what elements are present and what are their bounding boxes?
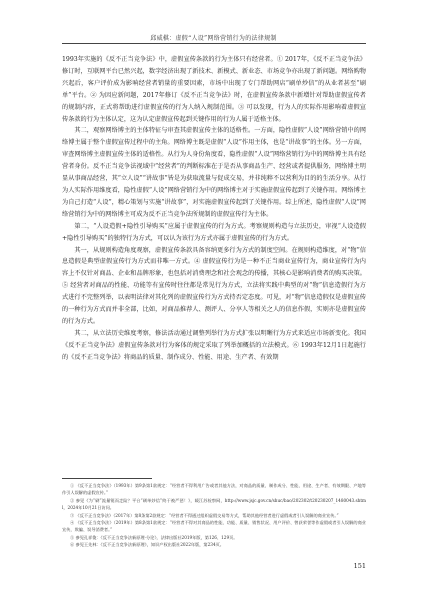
body-paragraph-2: 其二，观察网络博主的主体特征与审查其虚假宣传主体的适格性。一方面，隐性虚假“人设”网络营销中的网络博主属于整个虚假宣传过程中的主角。网络博主既是虚假“人设”作用主体，也是“讲故事”的主体。另一方面，审查网络博主虚假宣传主体的适格性。从行为人身份角度看，隐性虚假“人设”网络营销行为中的网络博主具有经营者身份。反不正当竞争法视域中“经营者”的判断标准在于是否从事商品生产、经营或者提供服务，网络博主明显从事商品经营，其“立人设”“讲故事”皆是为获取流量与促成交易，并非纯粹不以营利为目的的生活分享。从行为人实际作用维度看，隐性虚假“人设”网络营销行为中的网络博主对于实施虚假宣传起到了关键作用。网络博主为自己打造“人设”，精心策划与实施“讲故事”，对实施虚假宣传起到了关键作用。综上所述，隐性虚假“人设”网络营销行为中的网络博主可成为反不正当竞争法所规制的虚假宣传行为主体。 xyxy=(62,127,366,218)
footnote-1: ① 《反不正当竞争法》（1993年）第9条第1款规定：“经营者不得利用广告或者其他方法，对商品的质量、制作成分、性能、用途、生产者、有效期限、产地等作引人误解的虚假宣传。” xyxy=(62,483,366,496)
footnotes xyxy=(62,482,366,549)
body-text xyxy=(62,54,366,364)
body-paragraph-4: 其一，从规则构造角度观察，虚假宣传条款具备容纳更多行为方式的制度空间。在规则构造维度，对“物”信息造假是典型虚假宣传行为方式而非唯一方式。④ 虚假宣传行为是一种不正当商业宣传行为，商业宣传行为内容上不仅针对商品、企业和品牌形象，也包括对消费理念和社会观念的传播，其核心是影响消费者的购买决策。⑤ 经营者对商品的性能、功能等有宣传时往往都是常见行为方式，立法将实践中典型的对“物”信息造假行为方式进行不完整列举，以表明法律对其化列的虚假宣传行为方式持否定态度。可见，对“物”信息造假仅是虚假宣传的一种行为方式而并非全部，比如，对商品推荐人、测评人、分享人等相关之人的信息作假，实则亦是虚假宣传的行为方式。 xyxy=(62,246,366,325)
body-paragraph-1: 1993年实施的《反不正当竞争法》中，虚假宣传条款的行为主体只有经营者。① 2017年，《反不正当竞争法》修订时，互联网平台已然兴起，数字经济出现了新技术、新模式、新业态、市场竞争亦出现了新问题。网络购物兴起后，客户评价成为影响经营者销量的重要因素，市场中出现了专门帮助网店“刷单炒信”的从业者甚至“刷单”平台。② 为因应新问题，2017年修订《反不正当竞争法》时，在虚假宣传条款中新增针对帮助虚假宣传者的规制内容，正式将帮助进行虚假宣传的行为人纳入规制范围。③ 可以发现，行为人的实际作用影响着虚假宣传条款的行为主体认定，这为认定虚假宣传起到关键作用的行为人属于适格主体。 xyxy=(62,56,366,123)
running-title: 邱威棋：虚假“人设”网络营销行为的法律规制 xyxy=(150,35,277,42)
header-rule xyxy=(62,43,366,44)
footnote-3: ③ 《反不正当竞争法》（2017年）第8条第2款规定：“经营者不得通过组织虚假交易等方式，帮助其他经营者进行虚假或者引人误解的商业宣传。” xyxy=(70,512,339,518)
footnote-6: ⑥ 参见王先林：《反不正当竞争法新原理》，知识产权出版社2022年版，第234页。 xyxy=(70,542,224,548)
footnote-4: ④ 《反不正当竞争法》（2019年）第8条第1款规定：“经营者不得对其商品的性能、功能、质量、销售状况、用户评价、曾获荣誉等作虚假或者引人误解的商业宣传，欺骗、误导消费者。” xyxy=(62,520,366,533)
body-paragraph-5: 其二，从立法历史维度考察，修法活动通过调整列举行为方式扩张以明晰行为方式来适应市场新变化。我国《反不正当竞争法》虚假宣传条款对行为客体的规定采取了列举加概括的立法模式。⑥ 1993年12月1日起施行的《反不正当竞争法》将商品的质量、制作成分、性能、用途、生产者、有效期 xyxy=(62,329,366,361)
footnote-2: ② 参见《为“刷”流量铤而走险？平台“刷单炒信”终于被严惩！》，载江苏检察网，http://www.jsjc.gov.cn/shuc/bao/202302/t20230207_1480043.shtml，2024年10月21日访问。 xyxy=(62,497,366,511)
page-number: 151 xyxy=(353,562,366,570)
footnote-5: ⑤ 参见孔祥俊：《反不正当竞争法新原理·分论》，法律出版社2019年版，第126、129页。 xyxy=(70,534,238,540)
footnote-rule xyxy=(62,478,152,479)
body-paragraph-3: 第二，“人设造假+隐性引导购买”应属于虚假宣传的行为方式。考察规则构造与立法历史，审视“人设造假+隐性引导购买”的独特行为方式，可以认为该行为方式亦属于虚假宣传的行为方式。 xyxy=(62,222,366,242)
